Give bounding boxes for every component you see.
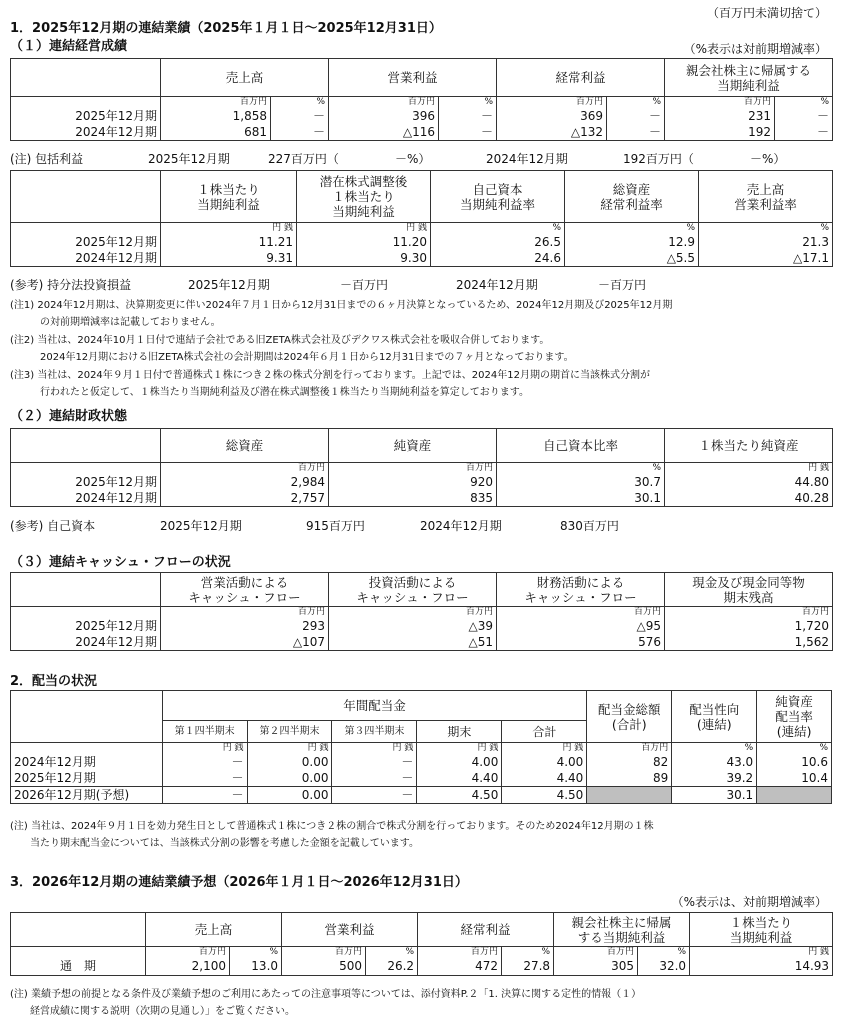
note-line: (注) 当社は、2024年９月１日を効力発生日として普通株式１株につき２株の割合で株式分割を行っております。そのため2024年12月期の１株 [10,821,654,832]
table-row [11,754,832,770]
unit: 円 銭 [665,463,833,475]
equity-method-value-2: －百万円 [598,278,647,292]
header-investing-cf: 投資活動による キャッシュ・フロー [329,573,497,607]
equity-method-period-2: 2024年12月期 [456,278,538,292]
row-label: 2024年12月期 [11,250,161,266]
cell: △116 [329,124,439,140]
cell: 12.9 [565,234,699,250]
cell: 192 [665,124,775,140]
header-operating-income: 営業利益 [329,59,497,97]
unit: 百万円 [418,947,502,959]
per-share-table [10,170,833,267]
cell: － [439,124,497,140]
table-row [11,618,833,634]
financial-position-table [10,428,833,507]
table-row [11,124,833,140]
unit: 百万円 [282,947,366,959]
dividend-table [10,690,832,804]
header-annual-dividend: 年間配当金 [162,691,587,721]
unit: 百万円 [554,947,638,959]
cell: － [332,786,417,803]
unit: 円 銭 [332,743,417,755]
unit: % [775,97,833,109]
unit: 円 銭 [161,223,297,235]
cell: 2,757 [161,490,329,506]
equity-method-label: (参考) 持分法投資損益 [10,278,132,292]
header-blank [11,171,161,223]
cell: △39 [329,618,497,634]
note-line: (注3) 当社は、2024年９月１日付で普通株式１株につき２株の株式分割を行っております。上記では、2024年12月期の期首に当該株式分割が [10,370,650,381]
cell: 43.0 [672,754,757,770]
operating-results-table [10,58,833,141]
unit: 円 銭 [297,223,431,235]
cell: 44.80 [665,474,833,490]
unit: % [607,97,665,109]
cell: 4.40 [502,770,587,786]
equity-method-period-1: 2025年12月期 [188,278,270,292]
pct-note-3: （%表示は、対前期増減率） [671,895,827,909]
cell: － [271,124,329,140]
cell: － [439,108,497,124]
note-line: (注1) 2024年12月期は、決算期変更に伴い2024年７月１日から12月31日までの６ヶ月決算となっているため、2024年12月期及び2025年12月期 [10,300,673,311]
note-line: 行われたと仮定して、１株当たり当期純利益及び潜在株式調整後１株当たり当期純利益を算定しております。 [10,387,529,398]
header-total: 合計 [502,721,587,743]
cell-shaded [757,786,832,803]
cell: 2,984 [161,474,329,490]
unit: % [638,947,690,959]
table-row [11,474,833,490]
header-q3: 第３四半期末 [332,721,417,743]
cell: 11.20 [297,234,431,250]
cell: － [332,754,417,770]
unit-note: （百万円未満切捨て） [706,6,827,20]
cell: 10.4 [757,770,832,786]
header-eps: １株当たり 当期純利益 [161,171,297,223]
unit: 百万円 [329,97,439,109]
header-ordinary-income: 経常利益 [418,913,554,947]
unit: % [502,947,554,959]
header-sales: 売上高 [146,913,282,947]
header-financing-cf: 財務活動による キャッシュ・フロー [497,573,665,607]
cell: 2,100 [146,958,230,975]
cell: － [162,770,247,786]
comprehensive-income-label: (注) 包括利益 [10,152,84,166]
header-cash-end: 現金及び現金同等物 期末残高 [665,573,833,607]
cell: 231 [665,108,775,124]
cell: 82 [587,754,672,770]
row-label: 2024年12月期 [11,634,161,650]
header-roe: 自己資本 当期純利益率 [431,171,565,223]
row-label: 2025年12月期 [11,618,161,634]
unit: % [271,97,329,109]
header-net-income: 親会社株主に帰属する 当期純利益 [665,59,833,97]
unit: 円 銭 [690,947,833,959]
cell: － [332,770,417,786]
cell: 1,858 [161,108,271,124]
unit: 百万円 [161,97,271,109]
cell: 24.6 [431,250,565,266]
cell: △17.1 [699,250,833,266]
forecast-table [10,912,833,976]
table-row [11,634,833,650]
header-operating-cf: 営業活動による キャッシュ・フロー [161,573,329,607]
cell: － [162,786,247,803]
cell: 1,720 [665,618,833,634]
cash-flow-table [10,572,833,651]
note-line: (注2) 当社は、2024年10月１日付で連結子会社である旧ZETA株式会社及びデクワス株式会社を吸収合併しております。 [10,335,550,346]
comprehensive-income-value-1: 227百万円（ [268,152,339,166]
cell: 305 [554,958,638,975]
header-operating-income: 営業利益 [282,913,418,947]
header-total-assets: 総資産 [161,429,329,463]
row-label: 通 期 [11,958,146,975]
cell: 576 [497,634,665,650]
cell: － [775,108,833,124]
cell: △95 [497,618,665,634]
header-payout-ratio: 配当性向 (連結) [672,691,757,743]
header-q1: 第１四半期末 [162,721,247,743]
unit: 百万円 [665,97,775,109]
cell: △107 [161,634,329,650]
cell: 4.00 [502,754,587,770]
cell: 920 [329,474,497,490]
row-label: 2025年12月期 [11,474,161,490]
comprehensive-income-pct-1: －%） [395,152,431,166]
cell: 835 [329,490,497,506]
header-total-dividends: 配当金総額 (合計) [587,691,672,743]
cell: 26.2 [366,958,418,975]
header-diluted-eps: 潜在株式調整後 １株当たり 当期純利益 [297,171,431,223]
table-row [11,250,833,266]
cell: － [607,124,665,140]
cell: 21.3 [699,234,833,250]
unit: 百万円 [665,607,833,619]
unit: 百万円 [161,463,329,475]
cell: 369 [497,108,607,124]
section2-title: 2．配当の状況 [10,674,98,689]
cell: 32.0 [638,958,690,975]
header-blank [11,59,161,97]
unit: % [431,223,565,235]
cell: 4.50 [417,786,502,803]
own-capital-value-1: 915百万円 [306,519,365,533]
note-line: の対前期増減率は記載しておりません。 [10,317,221,328]
cell: 0.00 [247,770,332,786]
table-row [11,770,832,786]
cell: 9.30 [297,250,431,266]
cell: － [271,108,329,124]
table-row [11,108,833,124]
row-label: 2024年12月期 [11,124,161,140]
unit: 百万円 [161,607,329,619]
pct-note-1: （%表示は対前期増減率） [683,42,827,56]
cell: 13.0 [230,958,282,975]
header-net-income: 親会社株主に帰属 する当期純利益 [554,913,690,947]
unit: 円 銭 [502,743,587,755]
subsection-financial-position: （２）連結財政状態 [10,409,128,424]
row-label: 2024年12月期 [11,754,163,770]
cell: 10.6 [757,754,832,770]
own-capital-label: (参考) 自己資本 [10,519,96,533]
section1-title: 1．2025年12月期の連結業績（2025年１月１日～2025年12月31日） [10,21,442,36]
unit: 百万円 [497,97,607,109]
cell: 500 [282,958,366,975]
unit: 円 銭 [247,743,332,755]
header-q2: 第２四半期末 [247,721,332,743]
header-bps: １株当たり純資産 [665,429,833,463]
cell: 472 [418,958,502,975]
cell: 89 [587,770,672,786]
note-line: 経営成績に関する説明（次期の見通し）」をご覧ください。 [10,1006,295,1017]
cell: 0.00 [247,754,332,770]
header-ordinary-income: 経常利益 [497,59,665,97]
header-doe: 純資産 配当率 (連結) [757,691,832,743]
cell: 0.00 [247,786,332,803]
cell: 4.00 [417,754,502,770]
cell-shaded [587,786,672,803]
own-capital-period-2: 2024年12月期 [420,519,502,533]
row-label: 2024年12月期 [11,490,161,506]
unit: % [366,947,418,959]
subsection-operating-results: （１）連結経営成績 [10,39,128,54]
cell: 4.50 [502,786,587,803]
cell: 26.5 [431,234,565,250]
unit: 百万円 [587,743,672,755]
header-eps: １株当たり 当期純利益 [690,913,833,947]
comprehensive-income-value-2: 192百万円（ [623,152,694,166]
note-line: 当たり期末配当金については、当該株式分割の影響を考慮した金額を記載しています。 [10,838,419,849]
subsection-cash-flows: （３）連結キャッシュ・フローの状況 [10,555,231,570]
header-year-end: 期末 [417,721,502,743]
row-label: 2026年12月期(予想) [11,786,163,803]
row-label: 2025年12月期 [11,770,163,786]
table-row [11,958,833,975]
unit: 円 銭 [417,743,502,755]
note-line: 2024年12月期における旧ZETA株式会社の会計期間は2024年６月１日から12月31日までの７ヶ月となっております。 [10,352,574,363]
row-label: 2025年12月期 [11,108,161,124]
header-roa: 総資産 経常利益率 [565,171,699,223]
unit: 円 銭 [162,743,247,755]
own-capital-period-1: 2025年12月期 [160,519,242,533]
cell: 30.1 [672,786,757,803]
comprehensive-income-period-1: 2025年12月期 [148,152,230,166]
cell: 14.93 [690,958,833,975]
cell: △132 [497,124,607,140]
cell: 681 [161,124,271,140]
unit: 百万円 [497,607,665,619]
unit: % [699,223,833,235]
table-row [11,786,832,803]
cell: 396 [329,108,439,124]
unit: % [439,97,497,109]
unit: 百万円 [329,463,497,475]
cell: 30.7 [497,474,665,490]
unit: % [757,743,832,755]
unit: % [565,223,699,235]
header-equity-ratio: 自己資本比率 [497,429,665,463]
own-capital-value-2: 830百万円 [560,519,619,533]
comprehensive-income-period-2: 2024年12月期 [486,152,568,166]
comprehensive-income-pct-2: －%） [750,152,786,166]
equity-method-value-1: －百万円 [340,278,389,292]
cell: △51 [329,634,497,650]
cell: 4.40 [417,770,502,786]
unit: % [230,947,282,959]
table-row [11,490,833,506]
cell: － [607,108,665,124]
note-line: (注) 業績予想の前提となる条件及び業績予想のご利用にあたっての注意事項等については、添付資料P.２「1. 決算に関する定性的情報（１） [10,989,642,1000]
header-net-assets: 純資産 [329,429,497,463]
row-label: 2025年12月期 [11,234,161,250]
unit: 百万円 [329,607,497,619]
cell: 40.28 [665,490,833,506]
cell: 1,562 [665,634,833,650]
header-operating-margin: 売上高 営業利益率 [699,171,833,223]
cell: 30.1 [497,490,665,506]
table-row [11,234,833,250]
section3-title: 3．2026年12月期の連結業績予想（2026年１月１日～2026年12月31日） [10,875,468,890]
cell: 39.2 [672,770,757,786]
cell: 9.31 [161,250,297,266]
unit: % [672,743,757,755]
cell: 293 [161,618,329,634]
unit: 百万円 [146,947,230,959]
cell: △5.5 [565,250,699,266]
header-sales: 売上高 [161,59,329,97]
unit: % [497,463,665,475]
cell: － [162,754,247,770]
cell: － [775,124,833,140]
cell: 27.8 [502,958,554,975]
cell: 11.21 [161,234,297,250]
